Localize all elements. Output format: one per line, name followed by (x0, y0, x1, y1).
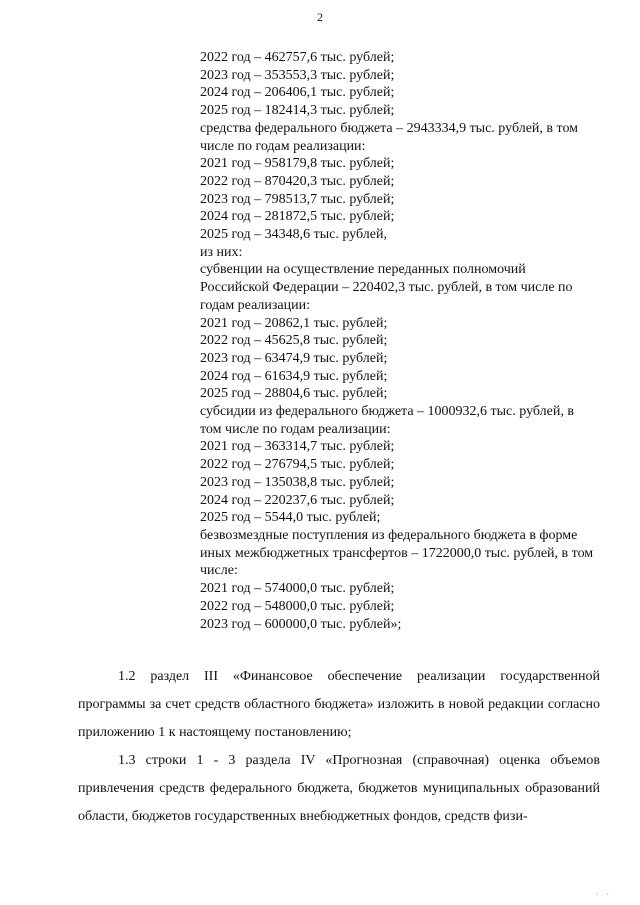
funding-list (200, 49, 598, 633)
subsidies-total: субсидии из федерального бюджета – 1000932,6 тыс. рублей, в том числе по годам реализации: (200, 404, 574, 437)
year-amount-line: 2022 год – 276794,5 тыс. рублей; (200, 457, 395, 473)
year-amount-line: 2022 год – 45625,8 тыс. рублей; (200, 333, 388, 349)
year-amount-line: 2021 год – 20862,1 тыс. рублей; (200, 315, 388, 331)
year-amount-line: 2025 год – 5544,0 тыс. рублей; (200, 510, 381, 526)
transfers-total: безвозмездные поступления из федерального бюджета в форме иных межбюджетных трансфертов – 1722000,0 тыс. рублей, в том числе: (200, 527, 594, 579)
year-amount-line: 2025 год – 28804,6 тыс. рублей; (200, 386, 388, 402)
year-amount-line: 2025 год – 182414,3 тыс. рублей; (200, 103, 395, 119)
year-amount-line: 2023 год – 135038,8 тыс. рублей; (200, 474, 395, 490)
year-amount-line: 2023 год – 798513,7 тыс. рублей; (200, 191, 395, 207)
year-amount-line: 2023 год – 63474,9 тыс. рублей; (200, 350, 388, 366)
year-amount-line: 2022 год – 870420,3 тыс. рублей; (200, 173, 395, 189)
paragraph-1-3: 1.3 строки 1 - 3 раздела IV «Прогнозная (справочная) оценка объемов привлечения средств федерального бюджета, бюджетов муниципальных образований области, бюджетов государственных внебюджетных фондов, средств физи- (78, 753, 600, 824)
year-amount-line: 2025 год – 34348,6 тыс. рублей, (200, 227, 387, 243)
year-amount-line: 2024 год – 206406,1 тыс. рублей; (200, 85, 395, 101)
of-them-label: из них: (200, 244, 243, 260)
year-amount-line: 2021 год – 958179,8 тыс. рублей; (200, 156, 395, 172)
year-amount-line: 2024 год – 220237,6 тыс. рублей; (200, 492, 395, 508)
year-amount-line: 2021 год – 574000,0 тыс. рублей; (200, 581, 395, 597)
year-amount-line: 2024 год – 61634,9 тыс. рублей; (200, 368, 388, 384)
year-amount-line: 2023 год – 600000,0 тыс. рублей»; (200, 616, 402, 632)
year-amount-line: 2021 год – 363314,7 тыс. рублей; (200, 439, 395, 455)
subventions-total: субвенции на осуществление переданных полномочий Российской Федерации – 220402,3 тыс. рублей, в том числе по годам реализации: (200, 262, 573, 313)
year-amount-line: 2024 год – 281872,5 тыс. рублей; (200, 209, 395, 225)
year-amount-line: 2023 год – 353553,3 тыс. рублей; (200, 67, 395, 83)
year-amount-line: 2022 год – 548000,0 тыс. рублей; (200, 598, 395, 614)
year-amount-line: 2022 год – 462757,6 тыс. рублей; (200, 50, 395, 65)
scan-artifact: · · (595, 890, 612, 899)
federal-budget-total: средства федерального бюджета – 2943334,9 тыс. рублей, в том числе по годам реализации: (200, 120, 579, 154)
page-number: 2 (317, 10, 323, 24)
paragraph-1-2: 1.2 раздел III «Финансовое обеспечение реализации государственной программы за счет средств областного бюджета» изложить в новой редакции согласно приложению 1 к настоящему постановлению; (78, 669, 600, 740)
